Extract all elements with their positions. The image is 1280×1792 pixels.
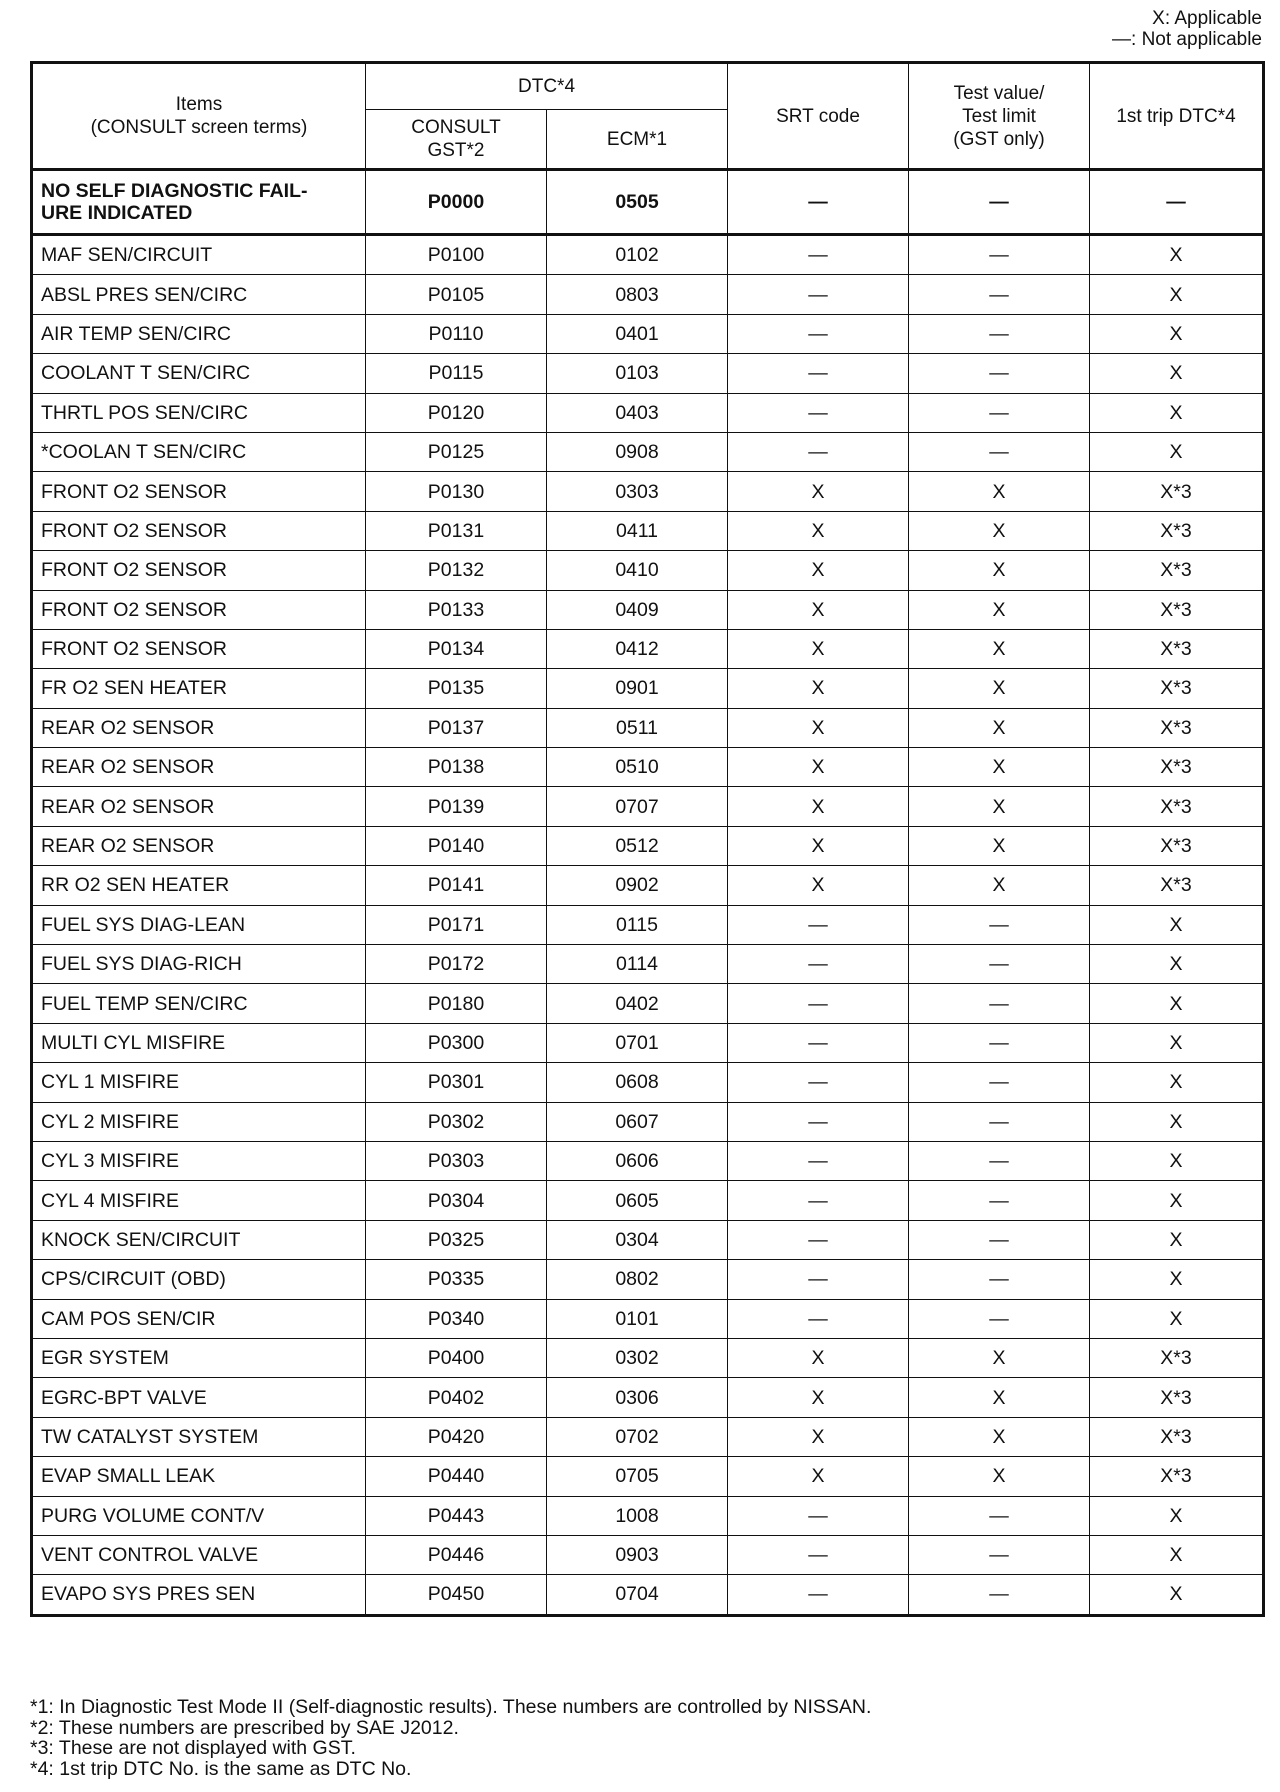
cell-test-value: — <box>909 354 1090 393</box>
legend-applicable: X: Applicable <box>1152 8 1262 29</box>
cell-ecm: 0114 <box>547 945 728 984</box>
cell-ecm: 0510 <box>547 748 728 787</box>
cell-item: REAR O2 SENSOR <box>32 748 366 787</box>
cell-consult: P0400 <box>366 1338 547 1377</box>
cell-srt: — <box>728 275 909 314</box>
table-row <box>32 984 1264 1023</box>
cell-test-value: X <box>909 590 1090 629</box>
cell-srt: X <box>728 787 909 826</box>
cell-consult: P0135 <box>366 669 547 708</box>
cell-srt: — <box>728 905 909 944</box>
cell-item: THRTL POS SEN/CIRC <box>32 393 366 432</box>
cell-item: ABSL PRES SEN/CIRC <box>32 275 366 314</box>
cell-consult: P0110 <box>366 314 547 353</box>
table-row <box>32 1181 1264 1220</box>
cell-ecm: 0803 <box>547 275 728 314</box>
cell-consult: P0450 <box>366 1575 547 1615</box>
cell-first-trip: X <box>1090 1575 1264 1615</box>
cell-first-trip: X <box>1090 1063 1264 1102</box>
footnotes <box>30 1697 871 1779</box>
cell-item <box>32 170 366 235</box>
cell-item: FRONT O2 SENSOR <box>32 590 366 629</box>
cell-item: AIR TEMP SEN/CIRC <box>32 314 366 353</box>
header-srt-code: SRT code <box>728 63 909 170</box>
cell-item: FRONT O2 SENSOR <box>32 511 366 550</box>
header-consult <box>366 110 547 170</box>
cell-test-value: — <box>909 1102 1090 1141</box>
cell-first-trip: X*3 <box>1090 748 1264 787</box>
cell-srt: — <box>728 1260 909 1299</box>
table-row <box>32 787 1264 826</box>
cell-first-trip: X <box>1090 945 1264 984</box>
cell-item: FR O2 SEN HEATER <box>32 669 366 708</box>
cell-first-trip: X*3 <box>1090 1378 1264 1417</box>
cell-item: REAR O2 SENSOR <box>32 787 366 826</box>
cell-first-trip: X*3 <box>1090 669 1264 708</box>
header-first-trip-dtc: 1st trip DTC*4 <box>1090 63 1264 170</box>
cell-first-trip: X*3 <box>1090 551 1264 590</box>
table-row <box>32 1141 1264 1180</box>
cell-test-value: X <box>909 551 1090 590</box>
cell-first-trip: X*3 <box>1090 511 1264 550</box>
cell-ecm: 0402 <box>547 984 728 1023</box>
cell-first-trip: X <box>1090 393 1264 432</box>
table-row <box>32 1299 1264 1338</box>
cell-item: CYL 3 MISFIRE <box>32 1141 366 1180</box>
cell-ecm: 0306 <box>547 1378 728 1417</box>
cell-ecm: 0908 <box>547 432 728 471</box>
cell-consult: P0325 <box>366 1220 547 1259</box>
cell-consult: P0420 <box>366 1417 547 1456</box>
table-row <box>32 432 1264 471</box>
cell-item: MAF SEN/CIRCUIT <box>32 235 366 275</box>
header-dtc: DTC*4 <box>366 63 728 110</box>
cell-srt: — <box>728 354 909 393</box>
table-row <box>32 629 1264 668</box>
table-row <box>32 1338 1264 1377</box>
cell-ecm: 0902 <box>547 866 728 905</box>
cell-item: FRONT O2 SENSOR <box>32 472 366 511</box>
cell-ecm: 0511 <box>547 708 728 747</box>
cell-first-trip: X <box>1090 1141 1264 1180</box>
cell-test-value: X <box>909 866 1090 905</box>
dtc-table <box>30 61 1265 1617</box>
table-row <box>32 1457 1264 1496</box>
cell-srt: — <box>728 1181 909 1220</box>
table-row <box>32 551 1264 590</box>
footnote: *1: In Diagnostic Test Mode II (Self-diagnostic results). These numbers are controlled by NISSAN. <box>30 1696 872 1718</box>
header-test-limit-line: Test limit <box>962 105 1036 127</box>
cell-consult: P0138 <box>366 748 547 787</box>
cell-first-trip: X <box>1090 1102 1264 1141</box>
cell-srt: — <box>728 1141 909 1180</box>
table-row <box>32 354 1264 393</box>
cell-first-trip: X*3 <box>1090 787 1264 826</box>
table-row <box>32 945 1264 984</box>
cell-first-trip: X*3 <box>1090 826 1264 865</box>
cell-test-value: X <box>909 1378 1090 1417</box>
cell-consult: P0141 <box>366 866 547 905</box>
cell-consult: P0125 <box>366 432 547 471</box>
cell-test-value: — <box>909 275 1090 314</box>
cell-ecm: 0704 <box>547 1575 728 1615</box>
cell-test-value: X <box>909 669 1090 708</box>
table-row <box>32 590 1264 629</box>
cell-ecm: 0302 <box>547 1338 728 1377</box>
cell-test-value: — <box>909 235 1090 275</box>
cell-srt: — <box>728 1102 909 1141</box>
cell-first-trip: X <box>1090 1496 1264 1535</box>
cell-item: VENT CONTROL VALVE <box>32 1535 366 1574</box>
cell-ecm: 1008 <box>547 1496 728 1535</box>
legend-not-applicable: —: Not applicable <box>1112 29 1262 50</box>
cell-ecm: 0505 <box>547 170 728 235</box>
cell-consult: P0304 <box>366 1181 547 1220</box>
table-row <box>32 235 1264 275</box>
cell-item: KNOCK SEN/CIRCUIT <box>32 1220 366 1259</box>
cell-ecm: 0401 <box>547 314 728 353</box>
cell-first-trip: X*3 <box>1090 472 1264 511</box>
cell-first-trip: X <box>1090 1535 1264 1574</box>
cell-first-trip: X*3 <box>1090 866 1264 905</box>
cell-test-value: — <box>909 432 1090 471</box>
table-row <box>32 708 1264 747</box>
cell-ecm: 0410 <box>547 551 728 590</box>
cell-first-trip: X <box>1090 235 1264 275</box>
header-test-value-line: Test value/ <box>953 82 1045 104</box>
cell-test-value: — <box>909 1260 1090 1299</box>
cell-consult: P0132 <box>366 551 547 590</box>
cell-item-line2: URE INDICATED <box>41 202 193 224</box>
cell-consult: P0115 <box>366 354 547 393</box>
cell-item: CPS/CIRCUIT (OBD) <box>32 1260 366 1299</box>
cell-consult: P0130 <box>366 472 547 511</box>
cell-consult: P0139 <box>366 787 547 826</box>
cell-test-value: X <box>909 1338 1090 1377</box>
cell-ecm: 0103 <box>547 354 728 393</box>
cell-item: *COOLAN T SEN/CIRC <box>32 432 366 471</box>
cell-test-value: — <box>909 1535 1090 1574</box>
cell-test-value: — <box>909 314 1090 353</box>
cell-srt: — <box>728 1220 909 1259</box>
header-ecm: ECM*1 <box>547 110 728 170</box>
cell-consult: P0440 <box>366 1457 547 1496</box>
header-test-gst-line: (GST only) <box>953 128 1045 150</box>
header-items <box>32 63 366 170</box>
cell-test-value: — <box>909 1575 1090 1615</box>
cell-first-trip: X <box>1090 314 1264 353</box>
cell-ecm: 0605 <box>547 1181 728 1220</box>
cell-first-trip: X*3 <box>1090 629 1264 668</box>
cell-item: CAM POS SEN/CIR <box>32 1299 366 1338</box>
cell-item: FUEL SYS DIAG-LEAN <box>32 905 366 944</box>
header-items-label: Items <box>175 94 223 115</box>
cell-test-value: — <box>909 1141 1090 1180</box>
cell-consult: P0172 <box>366 945 547 984</box>
cell-srt: X <box>728 629 909 668</box>
legend <box>1112 8 1262 50</box>
cell-ecm: 0707 <box>547 787 728 826</box>
cell-consult: P0335 <box>366 1260 547 1299</box>
cell-first-trip: X <box>1090 905 1264 944</box>
cell-item: COOLANT T SEN/CIRC <box>32 354 366 393</box>
cell-consult: P0340 <box>366 1299 547 1338</box>
table-row <box>32 275 1264 314</box>
cell-srt: X <box>728 1338 909 1377</box>
cell-srt: — <box>728 984 909 1023</box>
footnote: *4: 1st trip DTC No. is the same as DTC No. <box>30 1757 412 1780</box>
cell-ecm: 0606 <box>547 1141 728 1180</box>
cell-first-trip: X <box>1090 432 1264 471</box>
cell-test-value: X <box>909 787 1090 826</box>
cell-ecm: 0705 <box>547 1457 728 1496</box>
cell-ecm: 0403 <box>547 393 728 432</box>
cell-first-trip: X <box>1090 984 1264 1023</box>
header-items-sub: (CONSULT screen terms) <box>90 117 308 138</box>
cell-ecm: 0304 <box>547 1220 728 1259</box>
cell-ecm: 0412 <box>547 629 728 668</box>
cell-test-value: — <box>909 905 1090 944</box>
cell-ecm: 0411 <box>547 511 728 550</box>
table-row <box>32 866 1264 905</box>
cell-test-value: — <box>909 1220 1090 1259</box>
cell-consult: P0133 <box>366 590 547 629</box>
cell-item: EVAPO SYS PRES SEN <box>32 1575 366 1615</box>
cell-srt: X <box>728 1417 909 1456</box>
cell-srt: X <box>728 866 909 905</box>
cell-item: PURG VOLUME CONT/V <box>32 1496 366 1535</box>
cell-consult: P0134 <box>366 629 547 668</box>
cell-test-value: — <box>909 1023 1090 1062</box>
table-row <box>32 314 1264 353</box>
footnote: *3: These are not displayed with GST. <box>30 1737 356 1759</box>
header-consult-label: CONSULT <box>411 117 501 138</box>
cell-item: MULTI CYL MISFIRE <box>32 1023 366 1062</box>
cell-srt: — <box>728 393 909 432</box>
cell-test-value: X <box>909 826 1090 865</box>
cell-consult: P0443 <box>366 1496 547 1535</box>
table-row <box>32 1496 1264 1535</box>
cell-item: EGR SYSTEM <box>32 1338 366 1377</box>
cell-first-trip: X*3 <box>1090 1417 1264 1456</box>
cell-ecm: 0802 <box>547 1260 728 1299</box>
cell-srt: — <box>728 170 909 235</box>
cell-item: EGRC-BPT VALVE <box>32 1378 366 1417</box>
cell-srt: — <box>728 1063 909 1102</box>
cell-consult: P0140 <box>366 826 547 865</box>
cell-test-value: X <box>909 748 1090 787</box>
cell-test-value: X <box>909 629 1090 668</box>
cell-test-value: — <box>909 1496 1090 1535</box>
cell-srt: — <box>728 235 909 275</box>
table-row-no-failure <box>32 170 1264 235</box>
cell-item: REAR O2 SENSOR <box>32 826 366 865</box>
cell-test-value: — <box>909 1181 1090 1220</box>
table-row <box>32 1575 1264 1615</box>
cell-test-value: X <box>909 472 1090 511</box>
table-row <box>32 1535 1264 1574</box>
table-row <box>32 669 1264 708</box>
cell-item: CYL 2 MISFIRE <box>32 1102 366 1141</box>
cell-first-trip: X*3 <box>1090 590 1264 629</box>
cell-ecm: 0607 <box>547 1102 728 1141</box>
cell-item: REAR O2 SENSOR <box>32 708 366 747</box>
cell-item: FUEL TEMP SEN/CIRC <box>32 984 366 1023</box>
cell-test-value: — <box>909 945 1090 984</box>
cell-srt: — <box>728 1496 909 1535</box>
cell-ecm: 0101 <box>547 1299 728 1338</box>
cell-ecm: 0701 <box>547 1023 728 1062</box>
cell-srt: X <box>728 472 909 511</box>
cell-test-value: X <box>909 511 1090 550</box>
cell-ecm: 0303 <box>547 472 728 511</box>
cell-item-line1: NO SELF DIAGNOSTIC FAIL- <box>41 180 308 202</box>
cell-srt: X <box>728 551 909 590</box>
cell-consult: P0120 <box>366 393 547 432</box>
cell-first-trip: X <box>1090 1260 1264 1299</box>
cell-item: FRONT O2 SENSOR <box>32 629 366 668</box>
cell-test-value: — <box>909 984 1090 1023</box>
cell-item: FUEL SYS DIAG-RICH <box>32 945 366 984</box>
cell-first-trip: X <box>1090 275 1264 314</box>
cell-consult: P0301 <box>366 1063 547 1102</box>
cell-consult: P0137 <box>366 708 547 747</box>
cell-item: RR O2 SEN HEATER <box>32 866 366 905</box>
cell-consult: P0180 <box>366 984 547 1023</box>
table-row <box>32 1417 1264 1456</box>
table-row <box>32 393 1264 432</box>
cell-ecm: 0409 <box>547 590 728 629</box>
cell-srt: — <box>728 1575 909 1615</box>
cell-test-value: — <box>909 1299 1090 1338</box>
cell-srt: X <box>728 590 909 629</box>
cell-item: CYL 1 MISFIRE <box>32 1063 366 1102</box>
cell-consult: P0303 <box>366 1141 547 1180</box>
cell-consult: P0131 <box>366 511 547 550</box>
cell-ecm: 0608 <box>547 1063 728 1102</box>
cell-ecm: 0901 <box>547 669 728 708</box>
cell-first-trip: X <box>1090 1023 1264 1062</box>
cell-srt: X <box>728 826 909 865</box>
cell-item: TW CATALYST SYSTEM <box>32 1417 366 1456</box>
cell-srt: X <box>728 1378 909 1417</box>
cell-srt: X <box>728 748 909 787</box>
cell-first-trip: X <box>1090 354 1264 393</box>
cell-srt: — <box>728 1023 909 1062</box>
cell-srt: X <box>728 1457 909 1496</box>
cell-item: EVAP SMALL LEAK <box>32 1457 366 1496</box>
cell-srt: X <box>728 669 909 708</box>
cell-consult: P0402 <box>366 1378 547 1417</box>
cell-consult: P0000 <box>366 170 547 235</box>
cell-srt: — <box>728 945 909 984</box>
cell-consult: P0171 <box>366 905 547 944</box>
cell-ecm: 0102 <box>547 235 728 275</box>
cell-test-value: — <box>909 1063 1090 1102</box>
cell-item: CYL 4 MISFIRE <box>32 1181 366 1220</box>
cell-srt: — <box>728 1535 909 1574</box>
cell-srt: X <box>728 511 909 550</box>
cell-test-value: — <box>909 393 1090 432</box>
cell-ecm: 0512 <box>547 826 728 865</box>
table-row <box>32 905 1264 944</box>
table-row <box>32 748 1264 787</box>
cell-srt: X <box>728 708 909 747</box>
cell-first-trip: — <box>1090 170 1264 235</box>
cell-consult: P0105 <box>366 275 547 314</box>
cell-first-trip: X <box>1090 1181 1264 1220</box>
table-row <box>32 1260 1264 1299</box>
cell-test-value: X <box>909 1457 1090 1496</box>
cell-first-trip: X <box>1090 1299 1264 1338</box>
table-row <box>32 826 1264 865</box>
header-test-value <box>909 63 1090 170</box>
cell-first-trip: X <box>1090 1220 1264 1259</box>
table-row <box>32 511 1264 550</box>
cell-test-value: — <box>909 170 1090 235</box>
cell-first-trip: X*3 <box>1090 708 1264 747</box>
table-row <box>32 472 1264 511</box>
table-row <box>32 1063 1264 1102</box>
cell-test-value: X <box>909 708 1090 747</box>
header-consult-sub: GST*2 <box>427 140 485 161</box>
cell-ecm: 0115 <box>547 905 728 944</box>
cell-item: FRONT O2 SENSOR <box>32 551 366 590</box>
cell-srt: — <box>728 314 909 353</box>
cell-consult: P0446 <box>366 1535 547 1574</box>
cell-test-value: X <box>909 1417 1090 1456</box>
table-row <box>32 1378 1264 1417</box>
table-row <box>32 1220 1264 1259</box>
cell-first-trip: X*3 <box>1090 1457 1264 1496</box>
cell-ecm: 0702 <box>547 1417 728 1456</box>
cell-consult: P0300 <box>366 1023 547 1062</box>
table-row <box>32 1102 1264 1141</box>
cell-consult: P0100 <box>366 235 547 275</box>
footnote: *2: These numbers are prescribed by SAE J2012. <box>30 1716 459 1739</box>
table-row <box>32 1023 1264 1062</box>
cell-srt: — <box>728 1299 909 1338</box>
cell-srt: — <box>728 432 909 471</box>
cell-consult: P0302 <box>366 1102 547 1141</box>
cell-first-trip: X*3 <box>1090 1338 1264 1377</box>
cell-ecm: 0903 <box>547 1535 728 1574</box>
